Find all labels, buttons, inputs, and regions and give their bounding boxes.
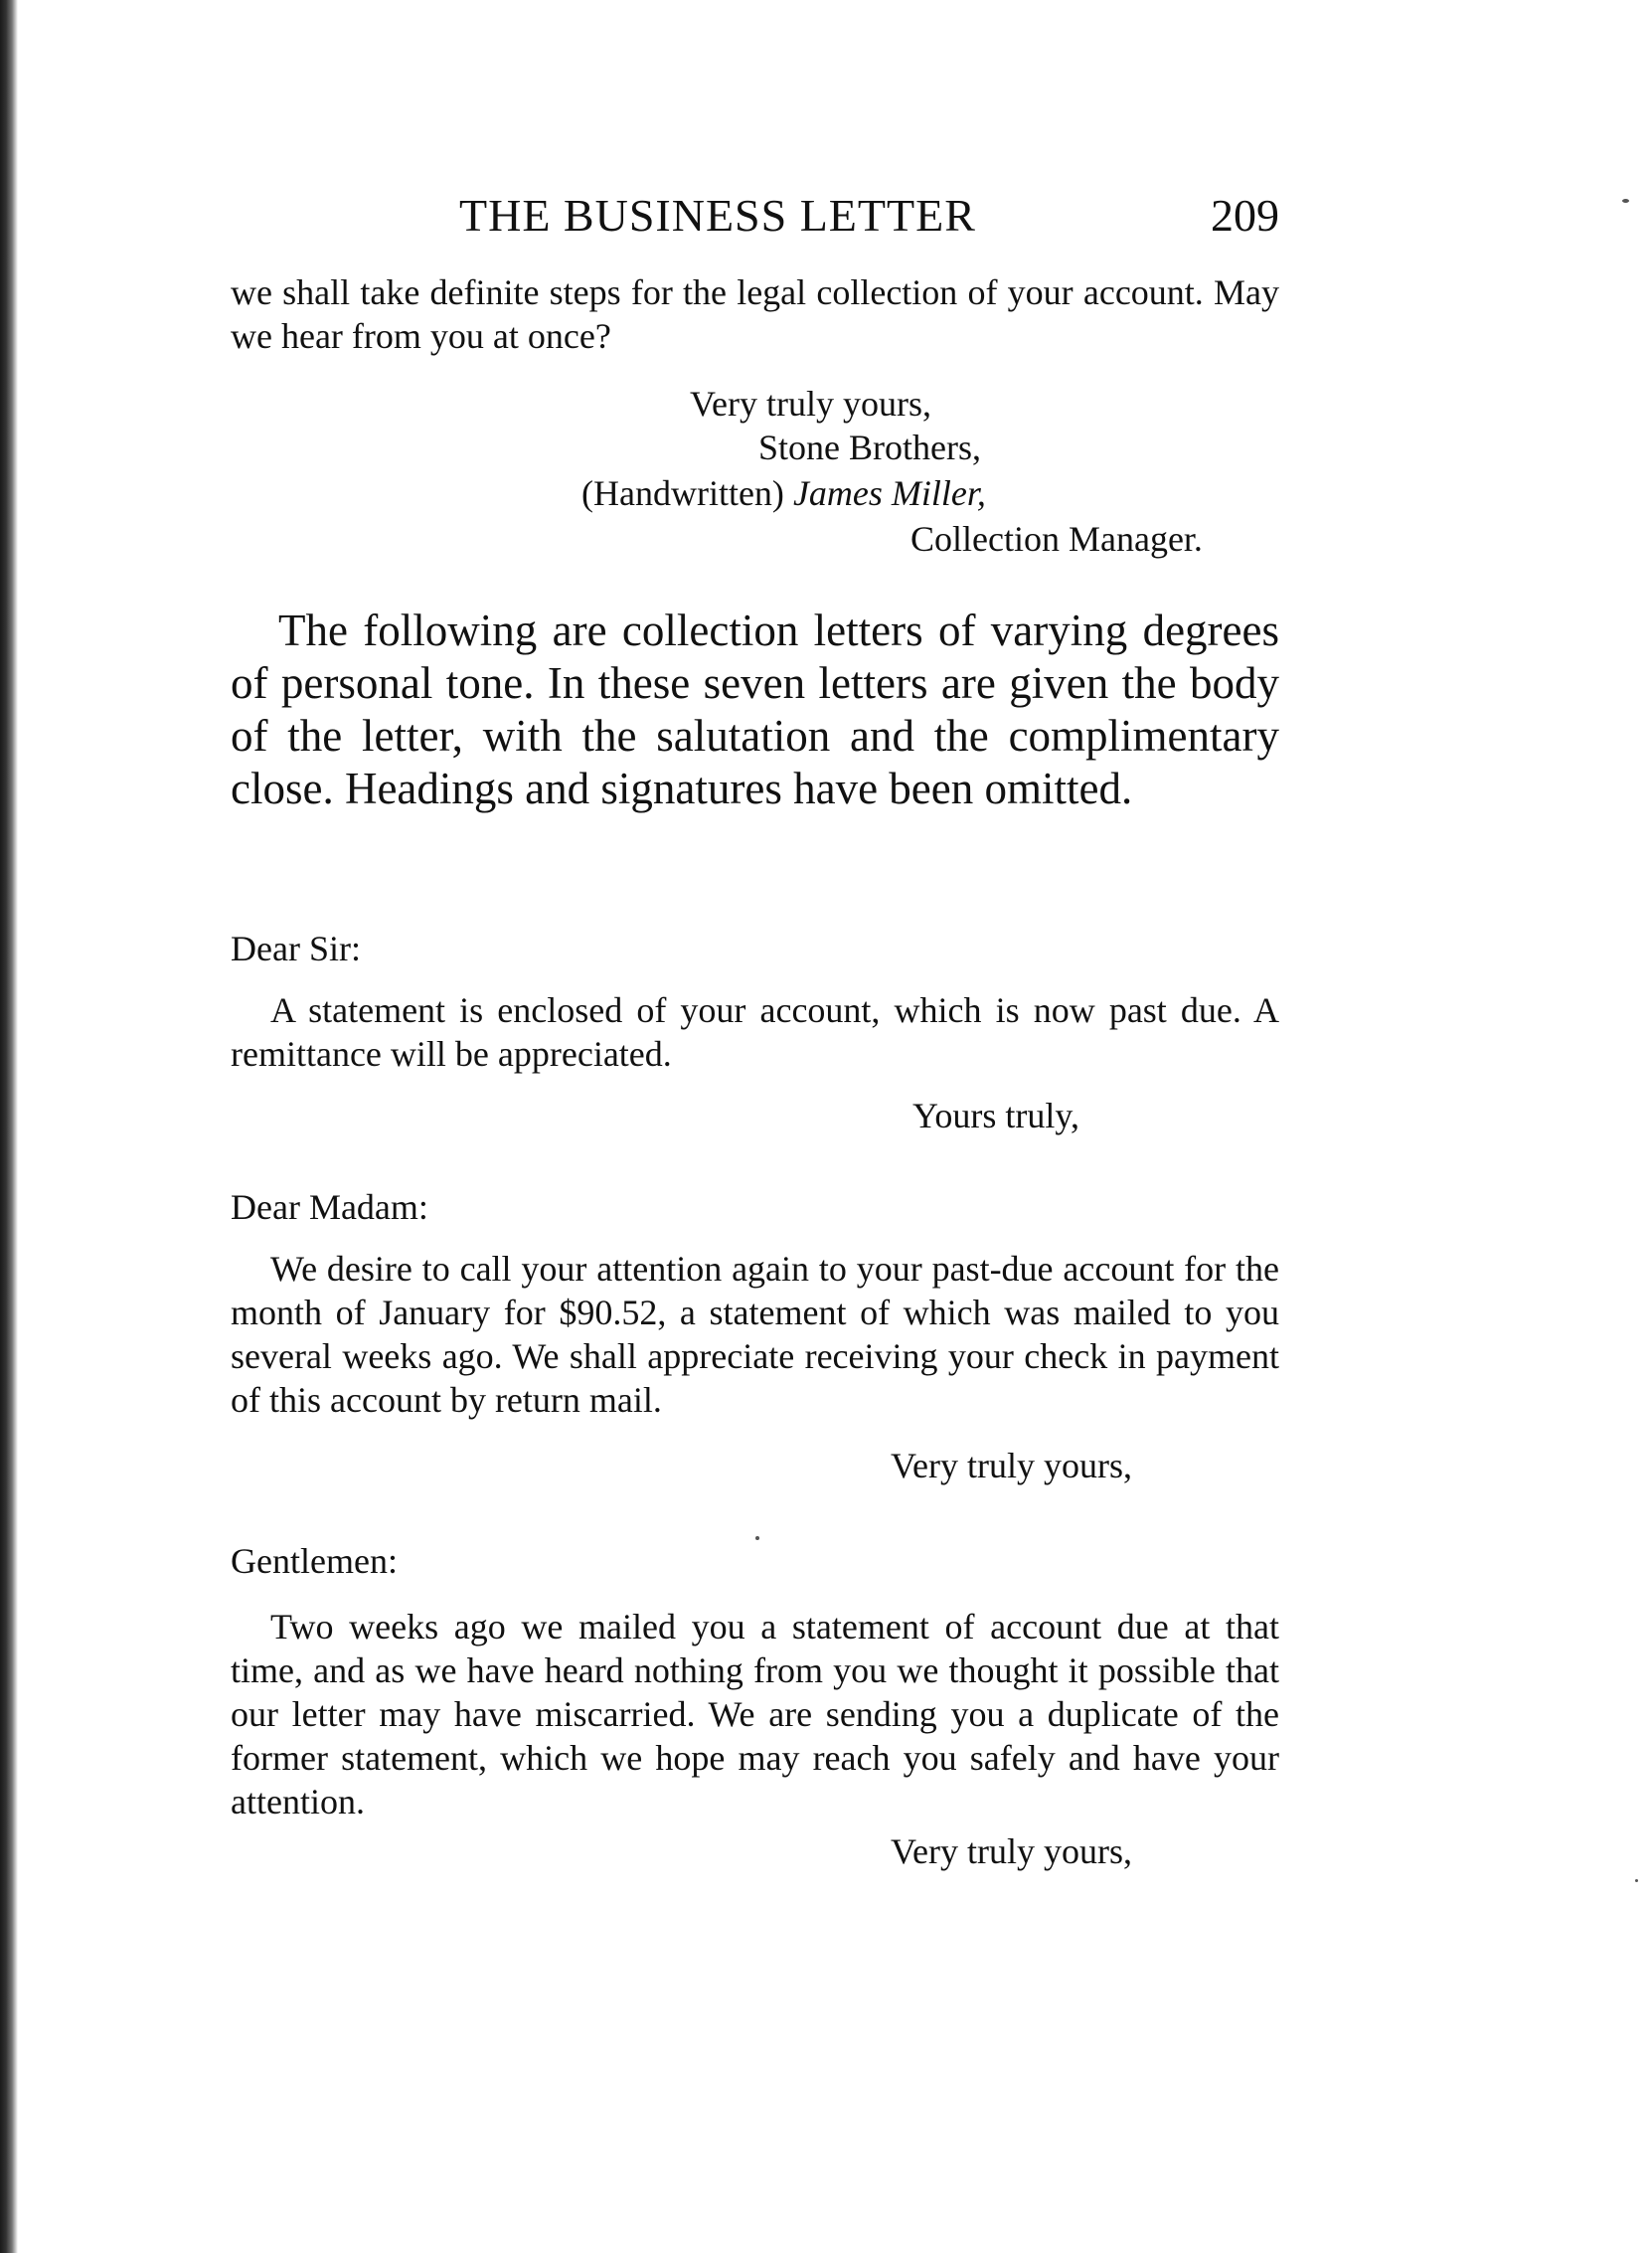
letter-2-salutation: Dear Madam:: [231, 1187, 428, 1227]
signature-line: [581, 471, 986, 515]
letter-3-body: Two weeks ago we mailed you a statement of account due at that time, and as we have heard nothing from you we thought it possible that our letter may have miscarried. We are sending you a duplicate of the former statement, which we hope may reach you safely and have your attention.: [231, 1607, 1279, 1821]
letter-1-body: A statement is enclosed of your account, which is now past due. A remittance will be appreciated.: [231, 990, 1279, 1074]
letter-2-body-block: [231, 1247, 1279, 1422]
company-name: Stone Brothers,: [758, 428, 981, 467]
intro-paragraph: The following are collection letters of varying degrees of personal tone. In these seven letters are given the body of the letter, with the salutation and the complimentary close. Headings and signatures have been omitted.: [231, 606, 1279, 813]
letter-2-close: Very truly yours,: [891, 1446, 1132, 1485]
page-header: [231, 189, 1279, 249]
letter-2-body: We desire to call your attention again to your past-due account for the month of January for $90.52, a statement of which was mailed to you several weeks ago. We shall appreciate receiving your check in payment of this account by return mail.: [231, 1249, 1279, 1420]
signature-label: (Handwritten): [581, 473, 784, 513]
page-binding-edge: [0, 0, 18, 2253]
signature-name: James Miller,: [792, 473, 986, 513]
scan-speck: [1622, 199, 1629, 203]
letter-3-body-block: [231, 1605, 1279, 1823]
letter-1-close: Yours truly,: [912, 1096, 1080, 1135]
continued-letter-text: we shall take definite steps for the legal collection of your account. May we hear from you at once?: [231, 272, 1279, 356]
page-number: 209: [1211, 190, 1279, 241]
letter-1-salutation: Dear Sir:: [231, 929, 361, 968]
scan-speck: [755, 1536, 759, 1540]
running-title: THE BUSINESS LETTER: [459, 190, 976, 241]
letter-1-body-block: [231, 988, 1279, 1076]
continued-letter-body: [231, 270, 1279, 358]
letter-3-close: Very truly yours,: [891, 1831, 1132, 1871]
signer-title: Collection Manager.: [910, 519, 1203, 559]
letter-3-salutation: Gentlemen:: [231, 1541, 398, 1581]
scan-speck: [1635, 1879, 1638, 1882]
continued-letter-close: Very truly yours,: [690, 384, 931, 424]
intro-section: [231, 605, 1279, 815]
